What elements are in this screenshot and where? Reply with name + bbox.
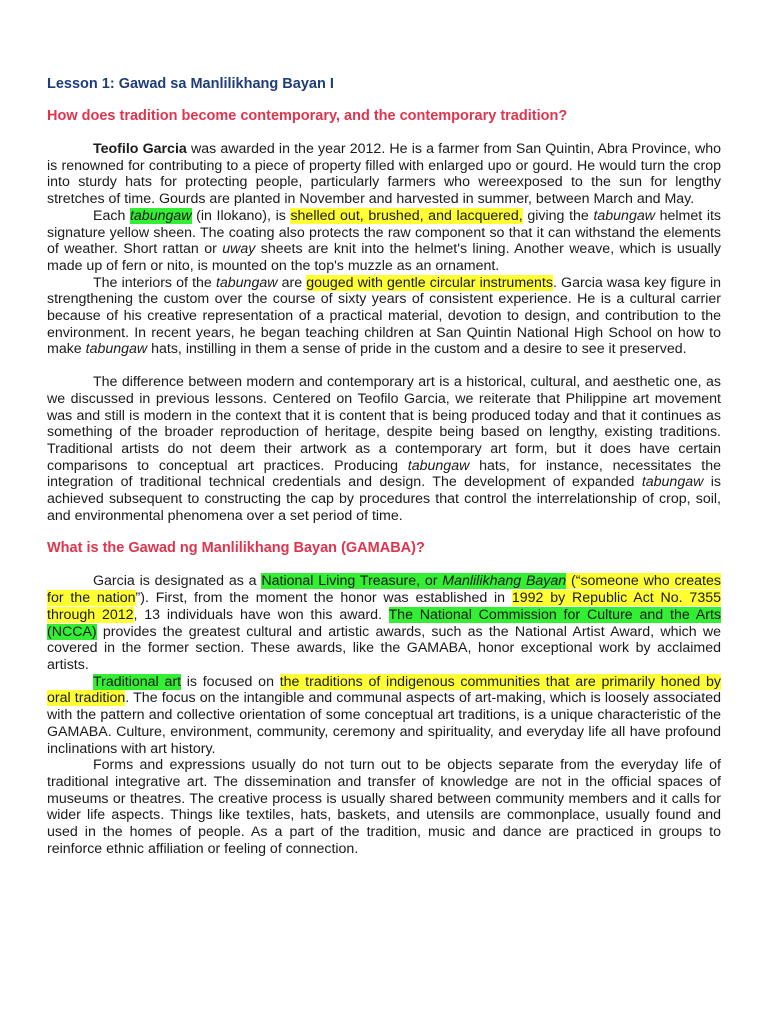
highlight-yellow: shelled out, brushed, and lacquered, <box>290 207 523 224</box>
italic-term: tabungaw <box>593 207 655 224</box>
text-run: Each <box>93 207 130 224</box>
highlight-green: The National Commission for Culture and the Arts (NCCA) <box>47 606 722 640</box>
text-run: hats, instilling in them a sense of pride in the custom and a desire to see it preserved. <box>147 341 687 358</box>
text-run: hats, for instance, necessitates the integration of traditional technical credentials and design. The development of expanded <box>47 457 721 491</box>
text-run: was awarded in the year 2012. He is a farmer from San Quintin, Abra Province, who is renowned for contributing to a piece of property filled with enlarged upo or gourd. He would turn the crop into sturdy hats for protecting people, particularly farmers who wereexposed to the sun for lengthy stretches of time. Gourds are planted in November and harvested in summer, between March and May. <box>47 141 721 208</box>
italic-term: Manlilikhang Bayan <box>442 573 567 590</box>
highlight-green <box>261 573 566 589</box>
text-run: . The focus on the intangible and communal aspects of art-making, which is loosely associated with the pattern and collective orientation of some conceptual art traditions, is a unique characteristic of the GAMABA. Culture, environment, community, ceremony and spirituality, and everyday life all have profound inclinations with art history. <box>47 690 722 757</box>
question-heading-1: How does tradition become contemporary, and the contemporary tradition? <box>47 108 568 124</box>
text-run: is achieved subsequent to constructing the cap by procedures that control the interrelationship of crop, soil, and environmental phenomena over a set period of time. <box>47 474 722 524</box>
text-run: . Garcia wasa key figure in strengthening the custom over the course of sixty years of consistent experience. He is a cultural carrier because of his creative representation of a practical material, devotion to design, and contribution to the environment. In recent years, he began teaching children at San Quintin National High School on how to make <box>47 274 722 358</box>
highlight-yellow: the traditions of indigenous communities that are primarily honed by oral tradition <box>47 673 721 707</box>
text-run: ”). First, from the moment the honor was established in <box>135 590 512 607</box>
paragraph-1 <box>47 141 721 208</box>
text-run: The interiors of the <box>93 274 216 291</box>
text-run: Garcia is designated as a <box>93 573 262 590</box>
paragraph-4 <box>47 374 721 524</box>
text-run: The difference between modern and contemporary art is a historical, cultural, and aesthetic one, as we discussed in previous lessons. Centered on Teofilo Garcia, we reiterate that Philippine art movement was and still is modern in the context that it is content that is being produced today and that it continues as something of the broader reproduction of heritage, despite being based on lengthy, existing traditions. Traditional artists do not deem their artwork as a contemporary art form, but it does have certain comparisons to conceptual art practices. Producing <box>47 374 721 474</box>
document-body <box>47 76 721 857</box>
text-run: is focused on <box>181 673 280 690</box>
highlight-green <box>130 208 192 224</box>
highlight-green: Traditional art <box>93 673 182 690</box>
text-run: helmet its signature yellow sheen. The coating also protects the raw component so that it can withstand the elements of weather. Short rattan or <box>47 207 722 258</box>
text-run: , 13 individuals have won this award. <box>133 606 389 623</box>
highlight-yellow: 1992 by Republic Act No. 7355 through 2012 <box>47 590 721 623</box>
italic-term: tabungaw <box>215 274 278 291</box>
garcia-name: Teofilo Garcia <box>93 141 187 157</box>
italic-term: tabungaw <box>85 341 148 358</box>
text-run: National Living Treasure, or <box>261 573 443 590</box>
paragraph-7 <box>47 757 721 857</box>
text-run: (in Ilokano), is <box>191 207 291 224</box>
lesson-title: Lesson 1: Gawad sa Manlilikhang Bayan I <box>47 76 334 92</box>
paragraph-6 <box>47 674 721 758</box>
paragraph-5 <box>47 573 721 673</box>
italic-term: tabungaw <box>641 474 704 491</box>
highlight-yellow: (“someone who creates for the nation <box>47 573 721 607</box>
paragraph-2 <box>47 208 721 275</box>
text-run: sheets are knit into the helmet's lining. Another weave, which is usually made up of fern or nito, is mounted on the top's muzzle as an ornament. <box>47 241 721 274</box>
text-run: provides the greatest cultural and artistic awards, such as the National Artist Award, which we covered in the former section. These awards, like the GAMABA, honor exceptional work by acclaimed artists. <box>47 623 721 673</box>
italic-term: tabungaw <box>129 207 192 224</box>
paragraph-3 <box>47 275 721 359</box>
highlight-yellow: gouged with gentle circular instruments <box>306 274 553 291</box>
italic-term: uway <box>222 241 256 258</box>
text-run: giving the <box>522 207 594 224</box>
question-heading-2: What is the Gawad ng Manlilikhang Bayan (GAMABA)? <box>47 540 425 557</box>
text-run: are <box>277 274 307 291</box>
text-run: Forms and expressions usually do not turn out to be objects separate from the everyday life of traditional integrative art. The dissemination and transfer of knowledge are not in the official spaces of museums or theatres. The creative process is usually shared between community members and it calls for wider life aspects. Things like textiles, hats, baskets, and utensils are commonplace, usually found and used in the homes of people. As a part of the tradition, music and dance are practiced in groups to reinforce ethnic affiliation or feeling of connection. <box>47 757 721 857</box>
italic-term: tabungaw <box>407 457 470 474</box>
